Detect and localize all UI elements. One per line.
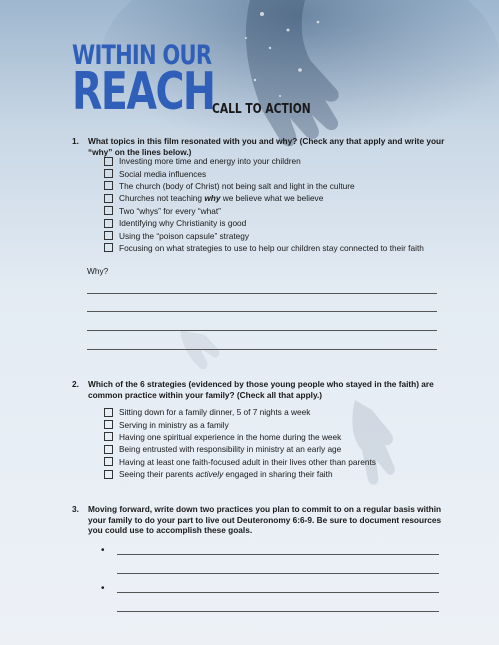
checkbox-option[interactable] <box>104 229 424 241</box>
checkbox[interactable] <box>104 206 113 215</box>
checkbox-option[interactable] <box>104 443 376 455</box>
checkbox-label <box>119 469 333 479</box>
checkbox-option[interactable] <box>104 217 424 229</box>
answer-line[interactable] <box>117 554 439 555</box>
checkbox-option[interactable] <box>104 242 424 254</box>
checkbox[interactable] <box>104 231 113 240</box>
checkbox-option[interactable] <box>104 418 376 430</box>
checkbox-label: Having at least one faith-focused adult in their lives other than parents <box>119 456 376 467</box>
checkbox-label: Sitting down for a family dinner, 5 of 7 nights a week <box>119 407 311 418</box>
logo-line-2: REACH <box>72 62 215 122</box>
checkbox-option[interactable] <box>104 205 424 217</box>
checkbox-option[interactable] <box>104 431 376 443</box>
question-number: 3. <box>72 504 79 514</box>
label-text: engaged in sharing their faith <box>223 469 333 480</box>
checkbox-option[interactable] <box>104 155 424 167</box>
checkbox[interactable] <box>104 169 113 178</box>
checkbox[interactable] <box>104 243 113 252</box>
label-emphasis: actively <box>195 469 224 480</box>
label-text: we believe what we believe <box>220 193 324 204</box>
checkbox[interactable] <box>104 408 113 417</box>
checkbox[interactable] <box>104 420 113 429</box>
checkbox-label: Investing more time and energy into your children <box>119 156 301 167</box>
question-text: “why” on the lines below.) <box>88 146 192 157</box>
label-text: Seeing their parents <box>119 469 196 480</box>
checkbox-label: Identifying why Christianity is good <box>119 218 247 229</box>
why-label: Why? <box>87 266 109 276</box>
answer-line[interactable] <box>87 330 437 331</box>
answer-line[interactable] <box>117 573 439 574</box>
label-emphasis: why <box>204 193 221 204</box>
answer-line[interactable] <box>117 592 439 593</box>
q2-options <box>104 406 376 480</box>
checkbox[interactable] <box>104 181 113 190</box>
checkbox-label: Serving in ministry as a family <box>119 419 229 430</box>
checkbox[interactable] <box>104 219 113 228</box>
question-text: What topics in this film resonated with you and why? (Check any that apply and write your <box>88 136 445 146</box>
checkbox-option[interactable] <box>104 180 424 192</box>
question-text: common practice within your family? (Check all that apply.) <box>88 389 323 400</box>
checkbox[interactable] <box>104 457 113 466</box>
checkbox[interactable] <box>104 470 113 479</box>
checkbox-label: Two “whys” for every “what” <box>119 205 221 216</box>
question-text: your family to do your part to live out Deuteronomy 6:6-9. Be sure to document resources <box>88 514 442 525</box>
question-number: 2. <box>72 379 79 389</box>
checkbox-label: The church (body of Christ) not being salt and light in the culture <box>119 180 355 191</box>
checkbox-option[interactable] <box>104 406 376 418</box>
bullet-icon: • <box>101 583 105 594</box>
question-text: you could use to accomplish these goals. <box>88 525 253 535</box>
checkbox-label <box>119 193 323 203</box>
question-number: 1. <box>72 136 79 146</box>
answer-line[interactable] <box>87 311 437 312</box>
answer-line[interactable] <box>87 349 437 350</box>
logo-line-1: WITHIN OUR <box>72 40 212 71</box>
bullet-icon: • <box>101 545 105 556</box>
label-text: Churches not teaching <box>119 193 205 204</box>
q1-options <box>104 155 424 254</box>
question-text: Which of the 6 strategies (evidenced by those young people who stayed in the faith) are <box>88 379 434 389</box>
checkbox-label: Using the “poison capsule” strategy <box>119 230 250 241</box>
answer-line[interactable] <box>87 293 437 294</box>
checkbox[interactable] <box>104 432 113 441</box>
checkbox[interactable] <box>104 445 113 454</box>
checkbox-label: Focusing on what strategies to use to help our children stay connected to their faith <box>119 242 424 253</box>
checkbox-label: Being entrusted with responsibility in ministry at an early age <box>119 444 342 455</box>
checkbox-option[interactable] <box>104 192 424 204</box>
checkbox-option[interactable] <box>104 456 376 468</box>
checkbox-label: Social media influences <box>119 168 207 179</box>
question-text: Moving forward, write down two practices you plan to commit to on a regular basis within <box>88 504 442 514</box>
checkbox[interactable] <box>104 157 113 166</box>
checkbox-option[interactable] <box>104 167 424 179</box>
answer-line[interactable] <box>117 611 439 612</box>
checkbox-option[interactable] <box>104 468 376 480</box>
checkbox[interactable] <box>104 194 113 203</box>
checkbox-label: Having one spiritual experience in the home during the week <box>119 431 342 442</box>
page-title: CALL TO ACTION <box>212 102 311 117</box>
